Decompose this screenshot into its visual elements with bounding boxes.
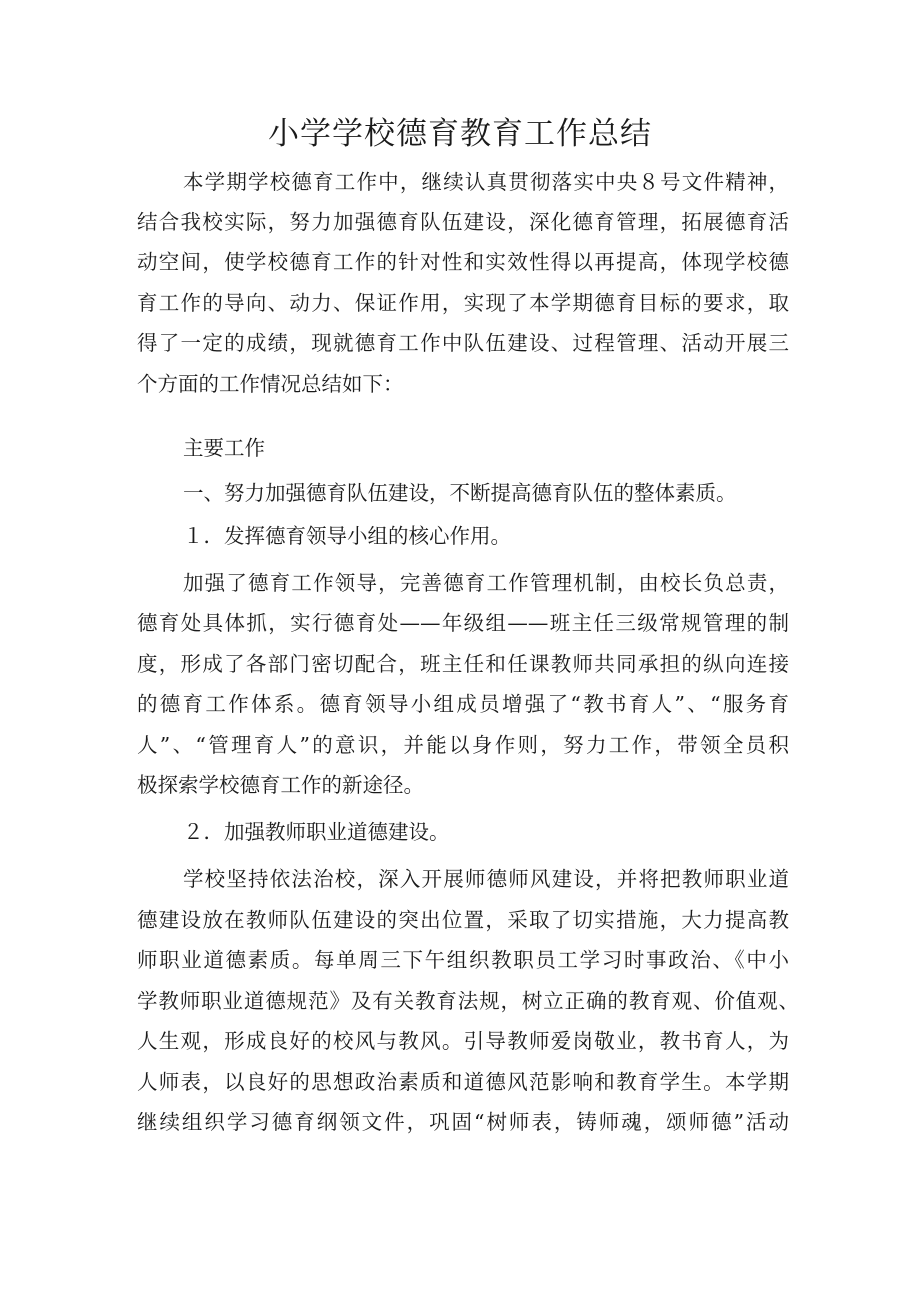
paragraph-line: 加强了德育工作领导，完善德育工作管理机制，由校长负总责， (183, 571, 789, 595)
paragraph-line: 学校坚持依法治校，深入开展师德师风建设，并将把教师职业道 (183, 867, 789, 891)
paragraph-line: 学教师职业道德规范》及有关教育法规，树立正确的教育观、价值观、 (137, 989, 799, 1013)
paragraph-line: 度，形成了各部门密切配合，班主任和任课教师共同承担的纵向连接 (137, 652, 789, 676)
paragraph-line: 德建设放在教师队伍建设的突出位置，采取了切实措施，大力提高教 (137, 908, 789, 932)
document-title: 小学学校德育教育工作总结 (268, 116, 652, 152)
subsection-heading: ２．加强教师职业道德建设。 (183, 820, 450, 844)
paragraph-line: 人生观，形成良好的校风与教风。引导教师爱岗敬业，教书育人，为 (137, 1029, 789, 1053)
paragraph-line: 师职业道德素质。每单周三下午组织教职员工学习时事政治、《中小 (137, 948, 789, 972)
section-heading: 一、努力加强德育队伍建设，不断提高德育队伍的整体素质。 (183, 481, 737, 505)
section-heading: 主要工作 (183, 436, 265, 460)
paragraph-line: 得了一定的成绩，现就德育工作中队伍建设、过程管理、活动开展三 (137, 331, 789, 355)
paragraph-line: 继续组织学习德育纲领文件，巩固“树师表，铸师魂，颂师德”活动 (137, 1110, 789, 1134)
paragraph-line: 德育处具体抓，实行德育处——年级组——班主任三级常规管理的制 (137, 611, 789, 635)
paragraph-line: 育工作的导向、动力、保证作用，实现了本学期德育目标的要求，取 (137, 291, 789, 315)
paragraph-line: 极探索学校德育工作的新途径。 (137, 773, 424, 797)
paragraph-line: 动空间，使学校德育工作的针对性和实效性得以再提高，体现学校德 (137, 250, 789, 274)
paragraph-line: 结合我校实际，努力加强德育队伍建设，深化德育管理，拓展德育活 (137, 210, 789, 234)
paragraph-line: 个方面的工作情况总结如下： (137, 372, 404, 396)
paragraph-line: 人师表，以良好的思想政治素质和道德风范影响和教育学生。本学期 (137, 1070, 789, 1094)
paragraph-line: 的德育工作体系。德育领导小组成员增强了“教书育人”、“服务育 (137, 692, 789, 716)
paragraph-line: 人”、“管理育人”的意识，并能以身作则，努力工作，带领全员积 (137, 733, 789, 757)
paragraph-line: 本学期学校德育工作中，继续认真贯彻落实中央８号文件精神， (183, 170, 789, 194)
subsection-heading: １．发挥德育领导小组的核心作用。 (183, 524, 511, 548)
